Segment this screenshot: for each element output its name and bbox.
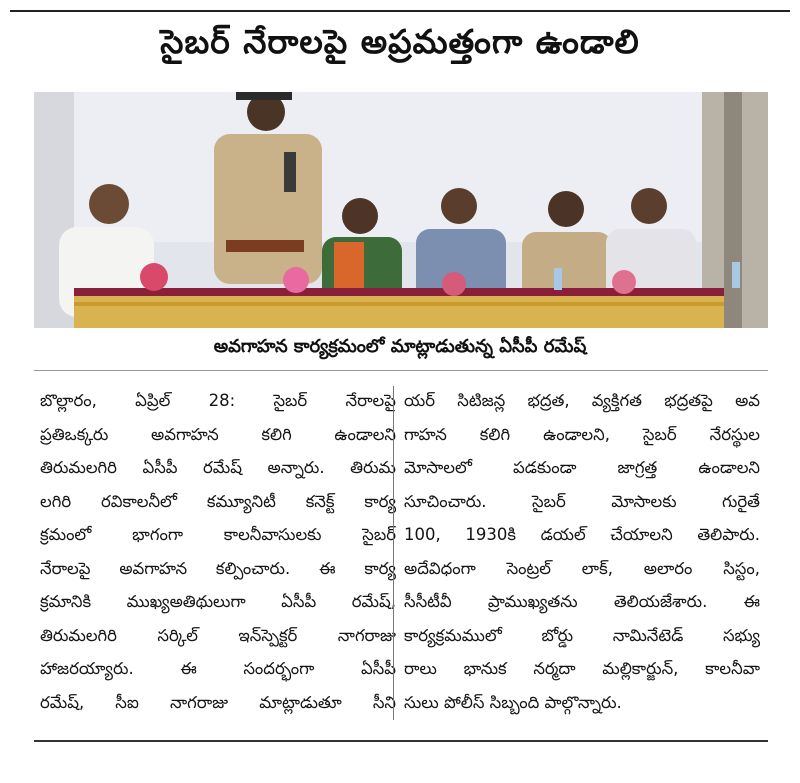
body-line: ప్రతిఒక్కరు అవగాహన కలిగి ఉండాలని	[40, 424, 396, 444]
bottom-rule	[34, 740, 768, 742]
body-line: హాజరయ్యారు. ఈ సందర్భంగా ఏసీపీ	[40, 659, 396, 678]
news-photo	[34, 92, 768, 328]
column-divider	[393, 386, 394, 720]
headline: సైబర్ నేరాలపై అప్రమత్తంగా ఉండాలి	[160, 22, 640, 61]
article-body-right-column	[404, 384, 760, 719]
body-line: రమేష్, సీఐ నాగరాజు మాట్లాడుతూ సీని	[40, 692, 396, 712]
body-line: క్రమంలో భాగంగా కాలనీవాసులకు సైబర్	[40, 525, 396, 544]
body-line: మోసాలలో పడకుండా జాగ్రత్త ఉండాలని	[404, 458, 760, 477]
body-line: సీసీటీవీ ప్రాముఖ్యతను తెలియజేశారు. ఈ	[404, 592, 760, 611]
photo-caption: అవగాహన కార్యక్రమంలో మాట్లాడుతున్న ఏసీపీ రమేష్	[213, 336, 587, 357]
body-line: సులు పోలీస్ సిబ్బంది పాల్గొన్నారు.	[404, 692, 622, 712]
body-line: యర్ సిటిజన్ల భద్రత, వ్యక్తిగత భద్రతపై అవ	[404, 391, 760, 410]
caption-rule	[34, 370, 768, 371]
body-line: లగిరి రవికాలనీలో కమ్యూనిటీ కనెక్ట్ కార్య	[40, 491, 396, 511]
body-line: అదేవిధంగా సెంట్రల్ లాక్, అలారం సిస్టం,	[404, 558, 760, 578]
body-line: రాలు భానుక నర్మదా మల్లికార్జున్, కాలనీవా	[404, 659, 760, 678]
body-line: నేరాలపై అవగాహన కల్పించారు. ఈ కార్య	[40, 558, 396, 578]
body-line: క్రమానికి ముఖ్యఅతిథులుగా ఏసీపీ రమేష్,	[40, 592, 396, 611]
body-line: తిరుమలగిరి సర్కిల్ ఇన్‌స్పెక్టర్ నాగరాజు	[40, 625, 396, 645]
body-line: బొల్లారం, ఏప్రిల్ 28: సైబర్ నేరాలపై	[40, 391, 396, 410]
body-line: సూచించారు. సైబర్ మోసాలకు గురైతే	[404, 491, 760, 511]
body-line: గాహన కలిగి ఉండాలని, సైబర్ నేరస్థుల	[404, 424, 760, 444]
body-line: కార్యక్రమములో బోర్డు నామినేటెడ్ సభ్యు	[404, 625, 760, 645]
body-line: 100, 1930కి డయల్ చేయాలని తెలిపారు.	[404, 525, 760, 544]
body-line: తిరుమలగిరి ఏసీపీ రమేష్ అన్నారు. తిరుమ	[40, 458, 396, 477]
top-rule	[10, 10, 790, 12]
article-body-left-column	[40, 384, 396, 719]
